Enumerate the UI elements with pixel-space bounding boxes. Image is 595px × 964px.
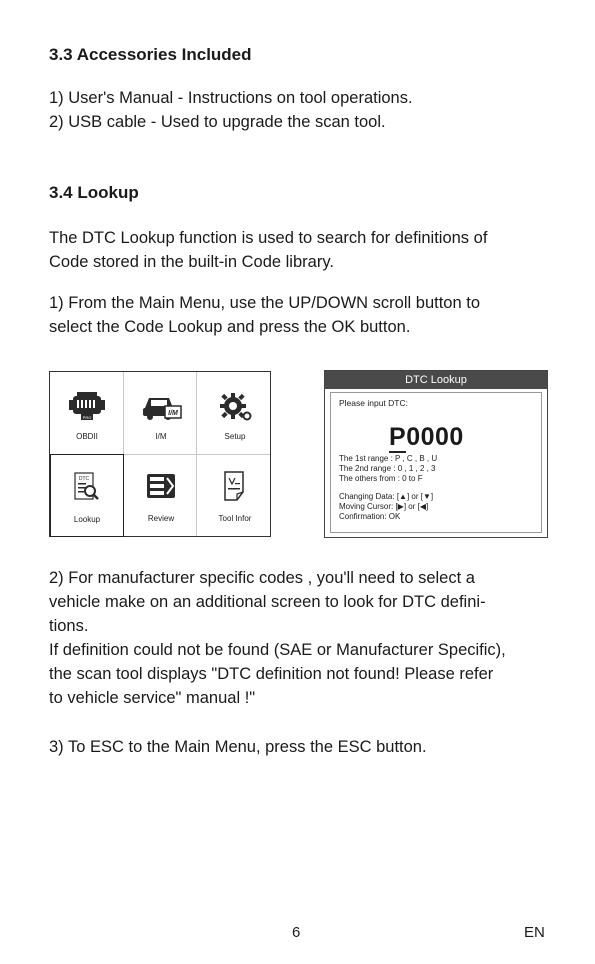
menu-item-obdii[interactable]: [50, 372, 124, 454]
review-icon: [124, 466, 198, 506]
dtc-code-digits: 0000: [406, 423, 464, 451]
dtc-control-changing: Changing Data: [▲] or [▼]: [339, 492, 434, 501]
dtc-code-cursor-char: P: [389, 423, 407, 451]
im-badge: I/M: [168, 410, 178, 417]
page-number: 6: [292, 924, 301, 941]
section-3-4-heading: 3.4 Lookup: [49, 183, 139, 202]
dtc-code-input[interactable]: [389, 423, 464, 452]
step2-line-4: If definition could not be found (SAE or Manufacturer Specific),: [49, 641, 506, 659]
dtc-lookup-screen: [324, 370, 548, 538]
obd-connector-icon: [50, 386, 124, 426]
menu-label-obdii: OBDII: [76, 432, 98, 441]
step2-line-5: the scan tool displays "DTC definition not found! Please refer: [49, 665, 494, 683]
dtc-control-moving: Moving Cursor: [▶] or [◀]: [339, 502, 429, 511]
accessory-item-2: 2) USB cable - Used to upgrade the scan tool.: [49, 113, 386, 131]
step1-line-2: select the Code Lookup and press the OK button.: [49, 318, 411, 336]
menu-item-review[interactable]: [124, 454, 198, 536]
dtc-screen-title: DTC Lookup: [325, 371, 547, 389]
main-menu-screen: [49, 371, 271, 537]
menu-label-im: I/M: [155, 432, 167, 441]
menu-label-review: Review: [147, 514, 175, 523]
section-3-3-heading: 3.3 Accessories Included: [49, 45, 252, 64]
menu-item-im[interactable]: [124, 372, 198, 454]
step2-line-3: tions.: [49, 617, 89, 635]
step2-line-6: to vehicle service" manual !": [49, 689, 256, 707]
dtc-range-2: The 2nd range : 0 , 1 , 2 , 3: [339, 464, 436, 473]
lookup-intro-line-2: Code stored in the built-in Code library.: [49, 253, 334, 271]
step1-line-1: 1) From the Main Menu, use the UP/DOWN scroll button to: [49, 294, 480, 312]
document-icon: [198, 466, 272, 506]
menu-item-lookup[interactable]: [50, 454, 124, 537]
dtc-magnifier-icon: [51, 467, 123, 507]
car-im-icon: [124, 386, 198, 426]
menu-label-lookup: Lookup: [73, 515, 101, 524]
menu-item-setup[interactable]: [198, 372, 272, 454]
dtc-badge: DTC: [78, 476, 90, 482]
menu-label-tool-infor: Tool Infor: [218, 514, 252, 523]
menu-item-tool-infor[interactable]: [198, 454, 272, 536]
dtc-control-confirm: Confirmation: OK: [339, 512, 401, 521]
gear-icon: [198, 386, 272, 426]
language-tag: EN: [524, 924, 545, 941]
dtc-range-1: The 1st range : P , C , B , U: [339, 454, 438, 463]
dtc-prompt: Please input DTC:: [339, 398, 408, 408]
obd-pro-badge: PRO: [82, 415, 92, 420]
lookup-intro-line-1: The DTC Lookup function is used to search for definitions of: [49, 229, 488, 247]
step2-line-1: 2) For manufacturer specific codes , you'll need to select a: [49, 569, 475, 587]
accessory-item-1: 1) User's Manual - Instructions on tool operations.: [49, 89, 413, 107]
menu-label-setup: Setup: [224, 432, 246, 441]
step3-line: 3) To ESC to the Main Menu, press the ESC button.: [49, 738, 427, 756]
step2-line-2: vehicle make on an additional screen to look for DTC defini-: [49, 593, 486, 611]
dtc-range-3: The others from : 0 to F: [339, 474, 423, 483]
